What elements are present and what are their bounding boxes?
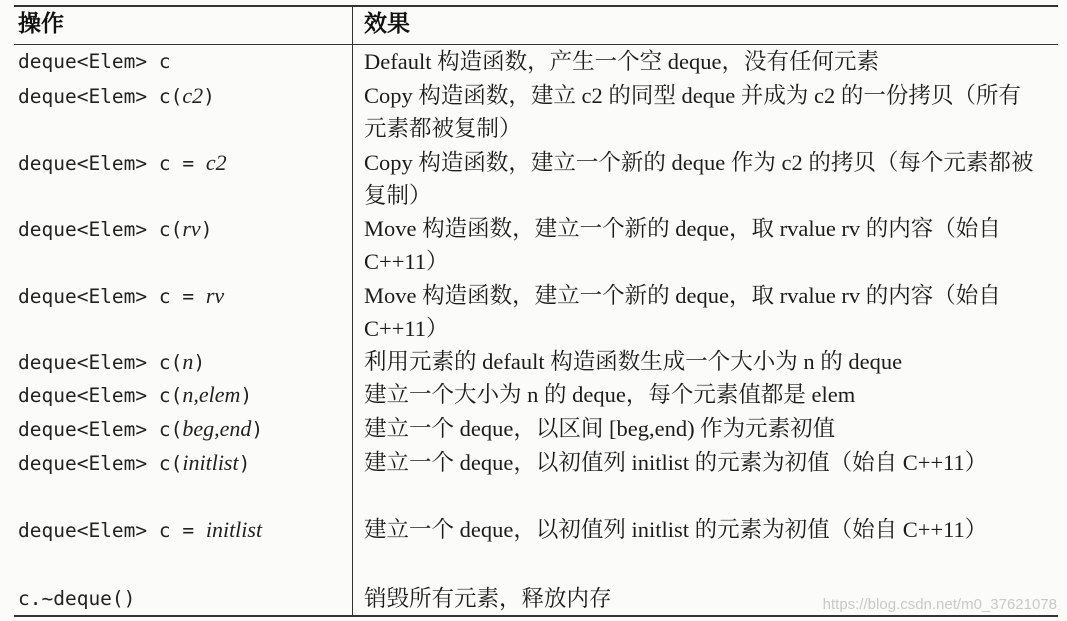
operation-code: deque<Elem> c: [18, 50, 171, 73]
effect-cell: Copy 构造函数，建立一个新的 deque 作为 c2 的拷贝（每个元素都被复制）: [364, 150, 1034, 208]
operation-cell: [18, 146, 350, 181]
operation-cell: [18, 279, 350, 314]
operation-cell: [18, 446, 350, 481]
operation-tail: ): [238, 452, 251, 475]
operation-code: c.~deque(): [18, 587, 136, 610]
operation-cell: [18, 582, 350, 616]
table-row: [14, 79, 1058, 145]
table-row: [14, 345, 1058, 379]
operation-cell: [18, 79, 350, 114]
effect-cell: 销毁所有元素，释放内存: [364, 586, 612, 611]
operation-cell: [18, 412, 350, 447]
effect-cell: Move 构造函数，建立一个新的 deque，取 rvalue rv 的内容（始自 C++11）: [364, 216, 1001, 274]
operation-code: deque<Elem> c(: [18, 418, 183, 441]
operation-cell: [18, 378, 350, 413]
operation-cell: [18, 212, 350, 247]
table-row: [14, 212, 1058, 278]
operation-code: deque<Elem> c =: [18, 152, 206, 175]
table-row: [14, 378, 1058, 412]
effect-cell: 建立一个大小为 n 的 deque，每个元素值都是 elem: [364, 382, 856, 407]
table-row: [14, 412, 1058, 446]
table-row: [14, 513, 1058, 579]
header-effect: 效果: [364, 11, 410, 37]
operation-arg: initlist: [205, 517, 263, 542]
effect-cell: 建立一个 deque，以区间 [beg,end) 作为元素初值: [364, 416, 836, 441]
operation-arg: c2: [205, 150, 227, 175]
table-row: [14, 146, 1058, 212]
operation-code: deque<Elem> c =: [18, 519, 206, 542]
operation-code: deque<Elem> c(: [18, 85, 183, 108]
operation-arg: n: [182, 349, 194, 374]
operation-tail: ): [200, 218, 213, 241]
operation-arg: beg,end: [182, 416, 252, 441]
operation-arg: c2: [182, 83, 204, 108]
table-row: [14, 446, 1058, 512]
operation-arg: rv: [205, 283, 225, 308]
operation-code: deque<Elem> c(: [18, 218, 183, 241]
operation-tail: ): [203, 85, 215, 108]
table-top-rule: [14, 5, 1058, 7]
table-row: [14, 279, 1058, 345]
operation-cell: [18, 513, 350, 548]
table-row: [14, 45, 1058, 79]
operation-arg: rv: [182, 216, 201, 241]
effect-cell: Move 构造函数，建立一个新的 deque，取 rvalue rv 的内容（始自 C++11）: [364, 283, 1001, 341]
operation-cell: [18, 45, 350, 79]
operation-code: deque<Elem> c(: [18, 384, 183, 407]
operations-table: [14, 5, 1058, 617]
operation-arg: initlist: [182, 450, 239, 475]
operation-arg: n,elem: [182, 382, 241, 407]
operation-tail: ): [193, 351, 206, 374]
effect-cell: 利用元素的 default 构造函数生成一个大小为 n 的 deque: [364, 349, 903, 374]
operation-code: deque<Elem> c(: [18, 452, 183, 475]
effect-cell: 建立一个 deque，以初值列 initlist 的元素为初值（始自 C++11）: [364, 450, 988, 475]
watermark-text: https://blog.csdn.net/m0_37621078: [822, 596, 1057, 613]
effect-cell: Default 构造函数，产生一个空 deque，没有任何元素: [364, 49, 879, 74]
effect-cell: Copy 构造函数，建立 c2 的同型 deque 并成为 c2 的一份拷贝（所有元素都被复制）: [364, 83, 1021, 141]
operation-tail: ): [240, 384, 253, 407]
operation-tail: ): [251, 418, 264, 441]
operation-code: deque<Elem> c(: [18, 351, 183, 374]
effect-cell: 建立一个 deque，以初值列 initlist 的元素为初值（始自 C++11）: [364, 517, 988, 542]
operation-cell: [18, 345, 350, 380]
header-operation: 操作: [18, 11, 64, 37]
operation-code: deque<Elem> c =: [18, 285, 206, 308]
